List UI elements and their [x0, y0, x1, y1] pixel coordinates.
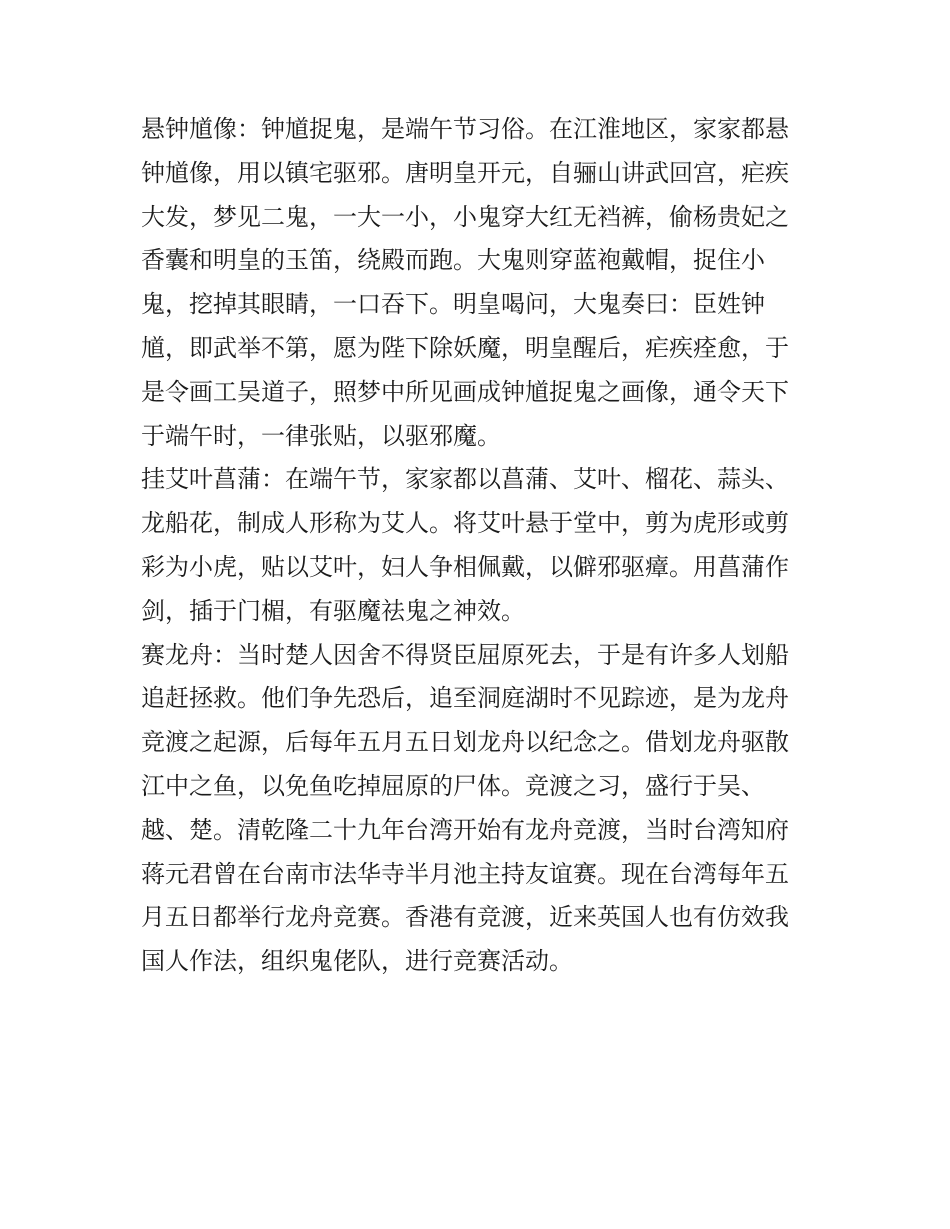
- text-line: 香囊和明皇的玉笛，绕殿而跑。大鬼则穿蓝袍戴帽，捉住小: [141, 246, 765, 275]
- text-line: 龙船花，制成人形称为艾人。将艾叶悬于堂中，剪为虎形或剪: [141, 509, 789, 538]
- text-line: 月五日都举行龙舟竞赛。香港有竞渡，近来英国人也有仿效我: [141, 903, 789, 932]
- text-line: 是令画工吴道子，照梦中所见画成钟馗捉鬼之画像，通令天下: [141, 377, 789, 406]
- text-line: 于端午时，一律张贴，以驱邪魔。: [141, 421, 501, 450]
- text-line: 馗，即武举不第，愿为陛下除妖魔，明皇醒后，疟疾痊愈，于: [141, 333, 789, 362]
- text-line: 鬼，挖掉其眼睛，一口吞下。明皇喝问，大鬼奏曰：臣姓钟: [141, 290, 765, 319]
- text-line: 竞渡之起源，后每年五月五日划龙舟以纪念之。借划龙舟驱散: [141, 728, 789, 757]
- text-line: 彩为小虎，贴以艾叶，妇人争相佩戴，以僻邪驱瘴。用菖蒲作: [141, 552, 789, 581]
- text-line: 挂艾叶菖蒲：在端午节，家家都以菖蒲、艾叶、榴花、蒜头、: [141, 465, 789, 494]
- text-line: 国人作法，组织鬼佬队，进行竞赛活动。: [141, 947, 573, 976]
- text-line: 钟馗像，用以镇宅驱邪。唐明皇开元，自骊山讲武回宫，疟疾: [141, 158, 789, 187]
- text-line: 大发，梦见二鬼，一大一小，小鬼穿大红无裆裤，偷杨贵妃之: [141, 202, 789, 231]
- text-line: 赛龙舟：当时楚人因舍不得贤臣屈原死去，于是有许多人划船: [141, 640, 789, 669]
- text-line: 蒋元君曾在台南市法华寺半月池主持友谊赛。现在台湾每年五: [141, 859, 789, 888]
- body-text: [141, 108, 813, 984]
- text-line: 越、楚。清乾隆二十九年台湾开始有龙舟竞渡，当时台湾知府: [141, 815, 789, 844]
- text-line: 悬钟馗像：钟馗捉鬼，是端午节习俗。在江淮地区，家家都悬: [141, 115, 789, 143]
- text-line: 剑，插于门楣，有驱魔祛鬼之神效。: [141, 596, 525, 625]
- text-line: 追赶拯救。他们争先恐后，追至洞庭湖时不见踪迹，是为龙舟: [141, 684, 789, 713]
- text-line: 江中之鱼，以免鱼吃掉屈原的尸体。竞渡之习，盛行于吴、: [141, 771, 765, 800]
